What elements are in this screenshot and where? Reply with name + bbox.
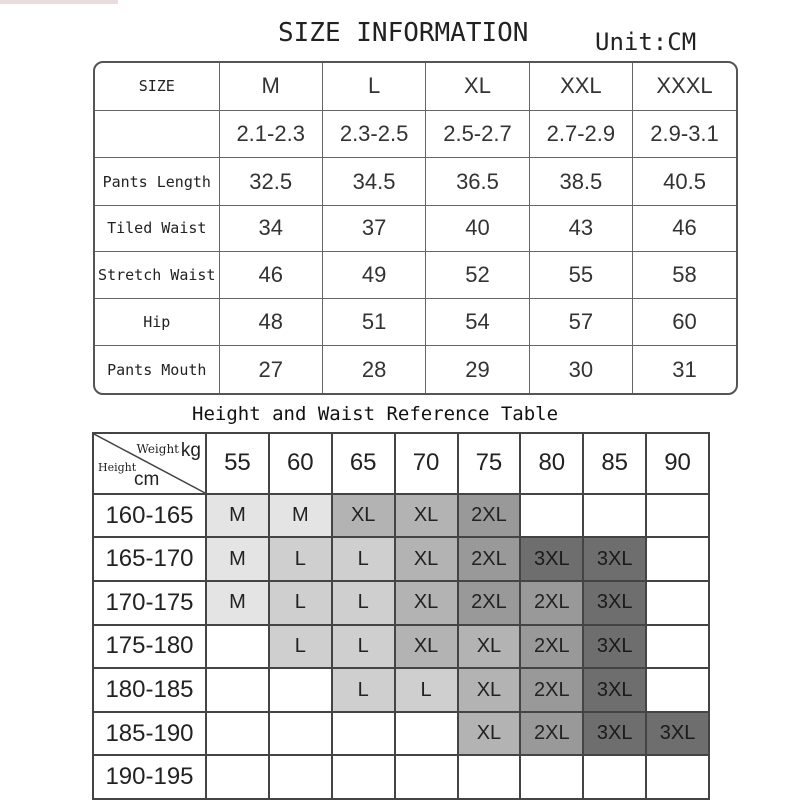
measurement-label: Stretch Waist <box>95 252 219 298</box>
size-cell: XL <box>458 712 521 756</box>
measurement-value: 38.5 <box>529 158 632 205</box>
ref-row-175-180 <box>93 625 709 669</box>
size-cell: XL <box>395 494 458 538</box>
size-cell: 3XL <box>646 712 709 756</box>
measurement-value: 31 <box>633 346 736 393</box>
size-header-xxl: XXL <box>529 63 632 110</box>
empty-cell <box>206 712 269 756</box>
page-title: SIZE INFORMATION <box>278 18 529 48</box>
ref-row-160-165 <box>93 494 709 538</box>
empty-cell <box>458 755 521 799</box>
measurement-value: 54 <box>426 298 529 345</box>
height-range-label: 190-195 <box>93 755 206 799</box>
height-range-label: 175-180 <box>93 625 206 669</box>
weight-range-cell: 2.3-2.5 <box>322 110 425 157</box>
size-header-row <box>95 63 736 110</box>
height-weight-reference-table <box>92 432 710 800</box>
size-cell: 3XL <box>583 668 646 712</box>
weight-range-cell: 2.7-2.9 <box>529 110 632 157</box>
measurement-value: 48 <box>219 298 322 345</box>
measurement-value: 40 <box>426 205 529 251</box>
size-cell: 2XL <box>520 668 583 712</box>
empty-cell <box>520 494 583 538</box>
size-cell: M <box>206 537 269 581</box>
size-cell: L <box>395 668 458 712</box>
measurement-value: 30 <box>529 346 632 393</box>
ref-row-170-175 <box>93 581 709 625</box>
size-header-m: M <box>219 63 322 110</box>
measurement-value: 46 <box>219 252 322 298</box>
size-cell: L <box>332 625 395 669</box>
size-cell: M <box>269 494 332 538</box>
measurement-value: 32.5 <box>219 158 322 205</box>
size-cell: 3XL <box>583 581 646 625</box>
size-cell: 2XL <box>458 494 521 538</box>
size-cell: XL <box>332 494 395 538</box>
empty-cell <box>395 755 458 799</box>
size-cell: 3XL <box>583 625 646 669</box>
height-range-label: 165-170 <box>93 537 206 581</box>
measurement-value: 34.5 <box>322 158 425 205</box>
size-cell: 2XL <box>458 581 521 625</box>
height-range-label: 170-175 <box>93 581 206 625</box>
measurement-value: 29 <box>426 346 529 393</box>
weight-header-90: 90 <box>646 433 709 494</box>
ref-row-165-170 <box>93 537 709 581</box>
empty-cell <box>269 668 332 712</box>
measurement-value: 51 <box>322 298 425 345</box>
empty-cell <box>269 712 332 756</box>
measurement-value: 57 <box>529 298 632 345</box>
empty-cell <box>646 625 709 669</box>
weight-header-60: 60 <box>269 433 332 494</box>
measurement-value: 27 <box>219 346 322 393</box>
measurement-value: 52 <box>426 252 529 298</box>
measurement-row <box>95 298 736 345</box>
size-cell: XL <box>395 625 458 669</box>
weight-header-80: 80 <box>520 433 583 494</box>
measurement-row <box>95 158 736 205</box>
empty-cell <box>646 755 709 799</box>
size-cell: 2XL <box>520 581 583 625</box>
measurement-value: 28 <box>322 346 425 393</box>
weight-range-cell: 2.1-2.3 <box>219 110 322 157</box>
weight-header-55: 55 <box>206 433 269 494</box>
measurement-row <box>95 252 736 298</box>
size-cell: XL <box>458 625 521 669</box>
weight-header-85: 85 <box>583 433 646 494</box>
size-cell: L <box>269 581 332 625</box>
height-range-label: 160-165 <box>93 494 206 538</box>
size-information-table <box>93 61 738 395</box>
weight-axis-unit: kg <box>180 440 201 461</box>
measurement-value: 36.5 <box>426 158 529 205</box>
size-cell: L <box>269 537 332 581</box>
size-cell: L <box>332 581 395 625</box>
ref-row-185-190 <box>93 712 709 756</box>
size-cell: XL <box>395 537 458 581</box>
measurement-label: Hip <box>95 298 219 345</box>
weight-axis-label: Weight <box>136 442 179 456</box>
weight-header-65: 65 <box>332 433 395 494</box>
empty-cell <box>646 581 709 625</box>
size-cell: M <box>206 581 269 625</box>
reference-table-title: Height and Waist Reference Table <box>192 403 559 425</box>
size-cell: L <box>332 668 395 712</box>
size-header-label: SIZE <box>95 63 219 110</box>
weight-header-70: 70 <box>395 433 458 494</box>
size-header-xxxl: XXXL <box>633 63 736 110</box>
measurement-value: 40.5 <box>633 158 736 205</box>
empty-cell <box>332 755 395 799</box>
ref-corner-cell <box>93 433 206 494</box>
measurement-value: 49 <box>322 252 425 298</box>
measurement-label: Tiled Waist <box>95 205 219 251</box>
measurement-value: 43 <box>529 205 632 251</box>
size-cell: 3XL <box>583 537 646 581</box>
measurement-value: 37 <box>322 205 425 251</box>
weight-row <box>95 110 736 157</box>
empty-cell <box>269 755 332 799</box>
unit-label: Unit:CM <box>595 28 697 56</box>
empty-cell <box>646 668 709 712</box>
size-cell: L <box>269 625 332 669</box>
size-cell: 2XL <box>520 625 583 669</box>
measurement-value: 34 <box>219 205 322 251</box>
size-cell: XL <box>458 668 521 712</box>
measurement-value: 55 <box>529 252 632 298</box>
measurement-value: 58 <box>633 252 736 298</box>
measurement-label: Pants Mouth <box>95 346 219 393</box>
empty-cell <box>646 537 709 581</box>
weight-range-cell: 2.9-3.1 <box>633 110 736 157</box>
empty-cell <box>332 712 395 756</box>
empty-cell <box>583 494 646 538</box>
measurement-row <box>95 205 736 251</box>
size-cell: 2XL <box>458 537 521 581</box>
weight-range-cell: 2.5-2.7 <box>426 110 529 157</box>
height-axis-unit: cm <box>134 468 160 490</box>
empty-cell <box>206 755 269 799</box>
empty-cell <box>206 625 269 669</box>
size-header-xl: XL <box>426 63 529 110</box>
empty-cell <box>206 668 269 712</box>
ref-row-190-195 <box>93 755 709 799</box>
empty-cell <box>583 755 646 799</box>
size-cell: 3XL <box>583 712 646 756</box>
measurement-value: 60 <box>633 298 736 345</box>
measurement-label: Pants Length <box>95 158 219 205</box>
height-range-label: 185-190 <box>93 712 206 756</box>
ref-header-row <box>93 433 709 494</box>
ref-row-180-185 <box>93 668 709 712</box>
measurement-row <box>95 346 736 393</box>
size-cell: M <box>206 494 269 538</box>
height-axis-label: Height <box>98 460 137 474</box>
size-cell: 3XL <box>520 537 583 581</box>
empty-cell <box>395 712 458 756</box>
empty-cell <box>520 755 583 799</box>
weight-header-75: 75 <box>458 433 521 494</box>
size-header-l: L <box>322 63 425 110</box>
size-cell: XL <box>395 581 458 625</box>
corner-mark <box>0 0 118 4</box>
size-cell: 2XL <box>520 712 583 756</box>
measurement-value: 46 <box>633 205 736 251</box>
weight-row-label <box>95 110 219 157</box>
size-cell: L <box>332 537 395 581</box>
empty-cell <box>646 494 709 538</box>
height-range-label: 180-185 <box>93 668 206 712</box>
